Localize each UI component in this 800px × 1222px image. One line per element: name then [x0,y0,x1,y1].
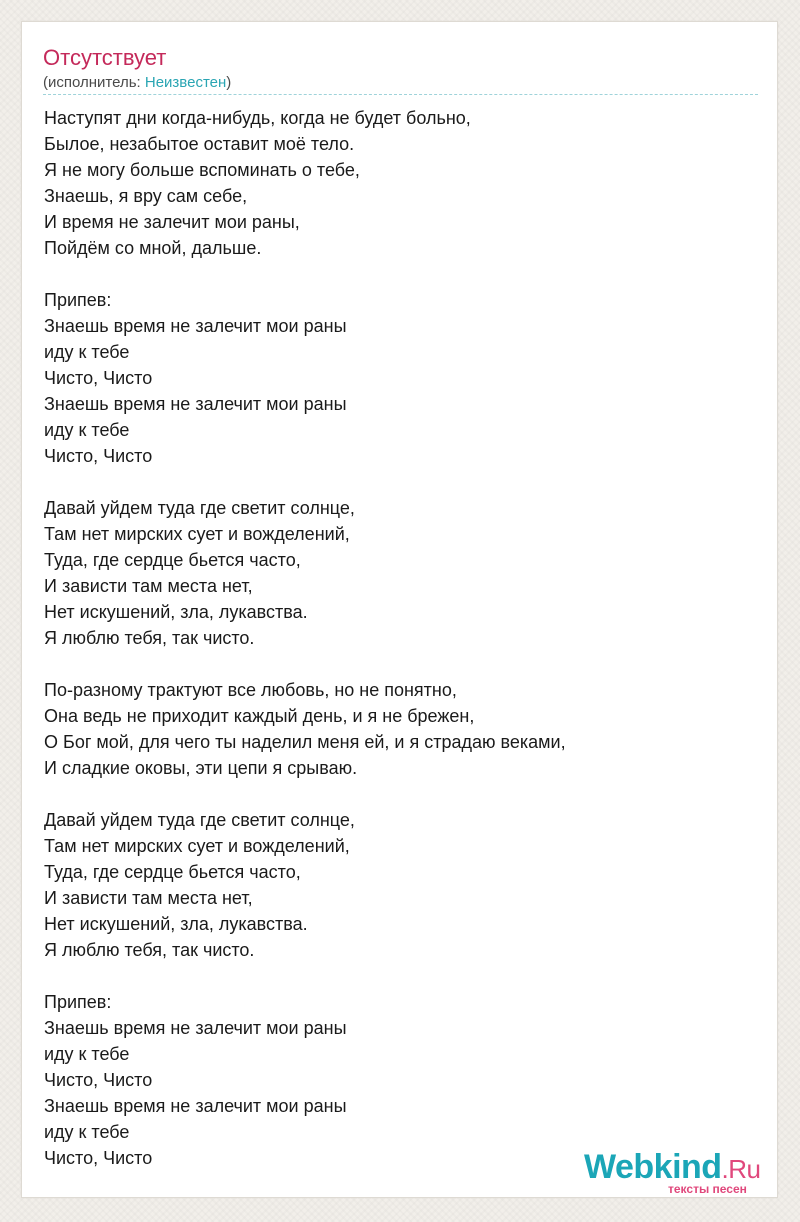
logo-tagline: тексты песен [668,1182,747,1196]
lyrics-card [21,21,778,1198]
artist-suffix: ) [226,74,232,91]
lyrics-text: Наступят дни когда-нибудь, когда не будет больно, Былое, незабытое оставит моё тело. Я не могу больше вспоминать о тебе, Знаешь, я вру сам себе, И время не залечит мои раны, Пойдём со мной, дальше. Припев: Знаешь время не залечит мои раны иду к тебе Чисто, Чисто Знаешь время не залечит мои раны иду к тебе Чисто, Чисто Давай уйдем туда где светит солнце, Там нет мирских сует и вожделений, Туда, где сердце бьется часто, И зависти там места нет, Нет искушений, зла, лукавства. Я люблю тебя, так чисто. По-разному трактуют все любовь, но не понятно, Она ведь не приходит каждый день, и я не брежен, О Бог мой, для чего ты наделил меня ей, и я страдаю веками, И сладкие оковы, эти цепи я срываю. Давай уйдем туда где светит солнце, Там нет мирских сует и вожделений, Туда, где сердце бьется часто, И зависти там места нет, Нет искушений, зла, лукавства. Я люблю тебя, так чисто. Припев: Знаешь время не залечит мои раны иду к тебе Чисто, Чисто Знаешь время не залечит мои раны иду к тебе Чисто, Чисто [44,108,566,1168]
song-title: Отсутствует [43,45,167,70]
logo-word: Webkind [584,1148,722,1186]
title-divider [43,94,758,95]
logo-tld: .Ru [721,1154,761,1184]
artist-line [43,73,231,93]
artist-link[interactable]: Неизвестен [144,74,227,91]
site-logo[interactable] [584,1147,784,1195]
artist-prefix: (исполнитель: [43,74,145,91]
